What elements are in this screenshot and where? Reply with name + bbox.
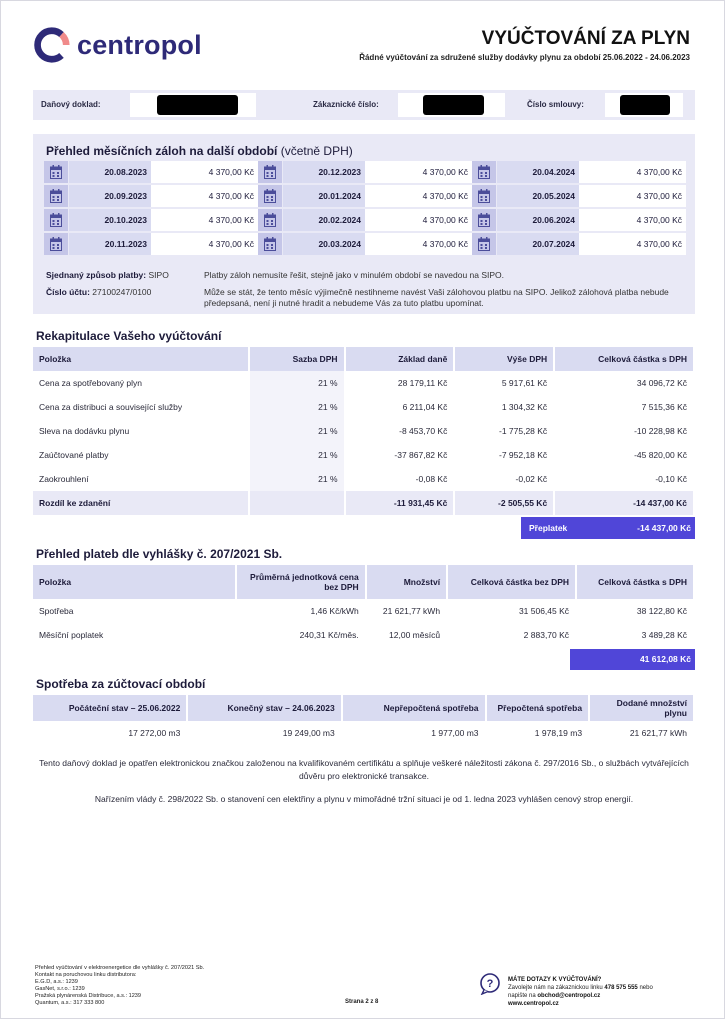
advance-item bbox=[472, 233, 686, 255]
sum-cell: -11 931,45 Kč bbox=[345, 491, 455, 515]
column-header: Celková částka s DPH bbox=[554, 347, 694, 371]
advance-item bbox=[258, 209, 472, 231]
column-header: Přepočtená spotřeba bbox=[486, 695, 590, 721]
help-line1-post: nebo bbox=[639, 985, 653, 991]
column-header: Sazba DPH bbox=[249, 347, 345, 371]
calendar-icon bbox=[472, 185, 496, 207]
table-cell: -7 952,18 Kč bbox=[454, 443, 554, 467]
document-subtitle: Řádné vyúčtování za sdružené služby dodávky plynu za období 25.06.2022 - 24.06.2023 bbox=[359, 53, 690, 62]
table-cell: 21 % bbox=[249, 419, 345, 443]
advance-date: 20.03.2024 bbox=[283, 233, 365, 255]
table-cell: -0,10 Kč bbox=[554, 467, 694, 491]
column-header: Množství bbox=[366, 565, 447, 599]
column-header: Konečný stav – 24.06.2023 bbox=[187, 695, 341, 721]
payments-header-row bbox=[33, 565, 694, 599]
advance-date: 20.08.2023 bbox=[69, 161, 151, 183]
table-cell: 21 621,77 kWh bbox=[366, 599, 447, 623]
advance-item bbox=[472, 161, 686, 183]
table-cell: 21 % bbox=[249, 395, 345, 419]
footer-distributor-contacts bbox=[35, 965, 204, 1007]
calendar-icon bbox=[44, 209, 68, 231]
payment-method-label: Sjednaný způsob platby: bbox=[46, 270, 147, 280]
footer-line: Pražská plynárenská Distribuce, a.s.: 1239 bbox=[35, 993, 142, 999]
help-line2-pre: napište na bbox=[508, 993, 536, 999]
table-cell: 2 883,70 Kč bbox=[447, 623, 576, 647]
svg-text:?: ? bbox=[486, 978, 494, 990]
advances-panel bbox=[33, 134, 695, 314]
table-row bbox=[33, 419, 694, 443]
table-cell: 12,00 měsíců bbox=[366, 623, 447, 647]
table-cell: -45 820,00 Kč bbox=[554, 443, 694, 467]
table-cell: 31 506,45 Kč bbox=[447, 599, 576, 623]
centropol-logo-icon bbox=[33, 26, 71, 64]
question-chat-icon bbox=[479, 973, 501, 995]
table-row bbox=[33, 467, 694, 491]
calendar-icon bbox=[258, 161, 282, 183]
table-cell: 21 % bbox=[249, 371, 345, 395]
footer-line: E.G.D, a.s.: 1239 bbox=[35, 979, 78, 985]
calendar-icon bbox=[472, 161, 496, 183]
payment-method bbox=[46, 270, 169, 280]
table-cell: Zaokrouhlení bbox=[33, 467, 249, 491]
advance-date: 20.09.2023 bbox=[69, 185, 151, 207]
help-web-link[interactable]: www.centropol.cz bbox=[508, 1001, 559, 1007]
account-number bbox=[46, 287, 151, 297]
help-line1-pre: Zavolejte nám na zákaznickou linku bbox=[508, 985, 603, 991]
advance-date: 20.06.2024 bbox=[497, 209, 579, 231]
advance-item bbox=[44, 185, 258, 207]
column-header: Nepřepočtená spotřeba bbox=[342, 695, 486, 721]
overpay-label: Přeplatek bbox=[529, 523, 568, 533]
table-cell: Zaúčtované platby bbox=[33, 443, 249, 467]
advances-info-2: Může se stát, že tento měsíc výjimečně nestihneme navést Vaši zálohovou platbu na SIPO. Jelikož zálohová platba nebude předepsaná, není ji nutné hradit a nebudeme Vás za tuto platbu upomínat. bbox=[204, 287, 669, 308]
advances-title-light: (včetně DPH) bbox=[280, 144, 353, 158]
table-cell: 21 % bbox=[249, 467, 345, 491]
calendar-icon bbox=[258, 233, 282, 255]
table-row bbox=[33, 395, 694, 419]
table-cell: -8 453,70 Kč bbox=[345, 419, 455, 443]
advance-amount: 4 370,00 Kč bbox=[151, 185, 258, 207]
column-header: Dodané množství plynu bbox=[589, 695, 694, 721]
table-cell: 1 304,32 Kč bbox=[454, 395, 554, 419]
column-header: Položka bbox=[33, 565, 236, 599]
table-cell: -1 775,28 Kč bbox=[454, 419, 554, 443]
table-cell: Spotřeba bbox=[33, 599, 236, 623]
table-row bbox=[33, 371, 694, 395]
advance-date: 20.01.2024 bbox=[283, 185, 365, 207]
advance-date: 20.05.2024 bbox=[497, 185, 579, 207]
advance-amount: 4 370,00 Kč bbox=[579, 161, 686, 183]
table-row bbox=[33, 599, 694, 623]
customer-no-redacted bbox=[423, 95, 484, 115]
payment-method-value: SIPO bbox=[148, 270, 169, 280]
payments-title: Přehled plateb dle vyhlášky č. 207/2021 Sb. bbox=[36, 547, 283, 561]
brand-name: centropol bbox=[77, 29, 202, 60]
table-cell: 1 978,19 m3 bbox=[486, 721, 590, 745]
table-cell: -37 867,82 Kč bbox=[345, 443, 455, 467]
tax-doc-redacted bbox=[157, 95, 238, 115]
sum-row bbox=[33, 491, 694, 515]
recap-title: Rekapitulace Vašeho vyúčtování bbox=[36, 329, 222, 343]
advance-amount: 4 370,00 Kč bbox=[579, 233, 686, 255]
advance-amount: 4 370,00 Kč bbox=[151, 209, 258, 231]
table-cell: 6 211,04 Kč bbox=[345, 395, 455, 419]
table-cell: 38 122,80 Kč bbox=[576, 599, 694, 623]
advance-amount: 4 370,00 Kč bbox=[151, 233, 258, 255]
table-cell: 21 % bbox=[249, 443, 345, 467]
account-value: 27100247/0100 bbox=[92, 287, 152, 297]
recap-header-row bbox=[33, 347, 694, 371]
table-cell: 21 621,77 kWh bbox=[589, 721, 694, 745]
customer-no-label: Zákaznické číslo: bbox=[313, 100, 379, 109]
consumption-table bbox=[33, 695, 695, 745]
advance-item bbox=[258, 233, 472, 255]
advance-amount: 4 370,00 Kč bbox=[579, 185, 686, 207]
footer-line: GasNet, s.r.o.: 1239 bbox=[35, 986, 85, 992]
advance-amount: 4 370,00 Kč bbox=[365, 233, 472, 255]
column-header: Celková částka s DPH bbox=[576, 565, 694, 599]
note-e-signature: Tento daňový doklad je opatřen elektronickou značkou založenou na kvalifikovaném certifikátu a splňuje veškeré náležitosti zákona č. 297/2016 Sb., o službách vytvářejících důvěru pro elektronické transakce. bbox=[39, 758, 689, 781]
table-cell: Cena za distribuci a související služby bbox=[33, 395, 249, 419]
advance-date: 20.07.2024 bbox=[497, 233, 579, 255]
calendar-icon bbox=[44, 233, 68, 255]
contract-no-label: Číslo smlouvy: bbox=[527, 100, 584, 109]
footer-line: Quantum, a.s.: 317 333 800 bbox=[35, 1000, 105, 1006]
calendar-icon bbox=[258, 185, 282, 207]
table-cell: Sleva na dodávku plynu bbox=[33, 419, 249, 443]
advance-item bbox=[44, 161, 258, 183]
calendar-icon bbox=[472, 233, 496, 255]
payments-table bbox=[33, 565, 695, 647]
calendar-icon bbox=[44, 185, 68, 207]
advance-amount: 4 370,00 Kč bbox=[365, 161, 472, 183]
advances-info-1: Platby záloh nemusíte řešit, stejně jako v minulém období se navedou na SIPO. bbox=[204, 270, 505, 280]
footer-line: Kontakt na poruchovou linku distributora: bbox=[35, 972, 137, 978]
help-text bbox=[508, 976, 698, 1008]
advance-amount: 4 370,00 Kč bbox=[365, 185, 472, 207]
table-cell: 1,46 Kč/kWh bbox=[236, 599, 366, 623]
table-cell: -0,02 Kč bbox=[454, 467, 554, 491]
table-cell: 5 917,61 Kč bbox=[454, 371, 554, 395]
table-row bbox=[33, 443, 694, 467]
calendar-icon bbox=[472, 209, 496, 231]
advance-amount: 4 370,00 Kč bbox=[151, 161, 258, 183]
page-number: Strana 2 z 8 bbox=[345, 999, 379, 1005]
table-cell: 19 249,00 m3 bbox=[187, 721, 341, 745]
sum-cell: -2 505,55 Kč bbox=[454, 491, 554, 515]
sum-cell: Rozdíl ke zdanění bbox=[33, 491, 249, 515]
brand-logo bbox=[33, 26, 202, 64]
advance-item bbox=[258, 161, 472, 183]
advance-date: 20.11.2023 bbox=[69, 233, 151, 255]
tax-doc-label: Daňový doklad: bbox=[41, 100, 101, 109]
advance-date: 20.12.2023 bbox=[283, 161, 365, 183]
table-cell: 7 515,36 Kč bbox=[554, 395, 694, 419]
advances-title-bold: Přehled měsíčních záloh na další období bbox=[46, 144, 278, 158]
table-cell: 34 096,72 Kč bbox=[554, 371, 694, 395]
id-bar bbox=[33, 90, 695, 120]
footer-line: Přehled vyúčtování v elektroenergetice dle vyhlášky č. 207/2021 Sb. bbox=[35, 965, 205, 971]
column-header: Průměrná jednotková cena bez DPH bbox=[236, 565, 366, 599]
column-header: Počáteční stav – 25.06.2022 bbox=[33, 695, 187, 721]
payments-total: 41 612,08 Kč bbox=[570, 649, 695, 670]
advance-amount: 4 370,00 Kč bbox=[579, 209, 686, 231]
table-cell: 28 179,11 Kč bbox=[345, 371, 455, 395]
calendar-icon bbox=[258, 209, 282, 231]
sum-cell: -14 437,00 Kč bbox=[554, 491, 694, 515]
table-cell: Cena za spotřebovaný plyn bbox=[33, 371, 249, 395]
overpay-value: -14 437,00 Kč bbox=[637, 523, 691, 533]
table-cell: 1 977,00 m3 bbox=[342, 721, 486, 745]
advance-amount: 4 370,00 Kč bbox=[365, 209, 472, 231]
advance-item bbox=[472, 209, 686, 231]
table-cell: Měsíční poplatek bbox=[33, 623, 236, 647]
column-header: Výše DPH bbox=[454, 347, 554, 371]
consumption-values-row bbox=[33, 721, 694, 745]
contract-no-redacted bbox=[620, 95, 670, 115]
table-cell: -10 228,98 Kč bbox=[554, 419, 694, 443]
advance-date: 20.02.2024 bbox=[283, 209, 365, 231]
note-price-cap: Nařízením vlády č. 298/2022 Sb. o stanovení cen elektřiny a plynu v mimořádné tržní situaci je od 1. ledna 2023 vyhlášen cenový strop energií. bbox=[94, 794, 634, 804]
account-label: Číslo účtu: bbox=[46, 287, 90, 297]
table-cell: 240,31 Kč/měs. bbox=[236, 623, 366, 647]
column-header: Celková částka bez DPH bbox=[447, 565, 576, 599]
help-title: MÁTE DOTAZY K VYÚČTOVÁNÍ? bbox=[508, 977, 602, 983]
sum-cell bbox=[249, 491, 345, 515]
advance-item bbox=[44, 233, 258, 255]
overpay-badge bbox=[521, 517, 695, 539]
table-cell: -0,08 Kč bbox=[345, 467, 455, 491]
recap-table bbox=[33, 347, 695, 515]
consumption-header-row bbox=[33, 695, 694, 721]
calendar-icon bbox=[44, 161, 68, 183]
advance-item bbox=[472, 185, 686, 207]
advance-item bbox=[258, 185, 472, 207]
table-cell: 3 489,28 Kč bbox=[576, 623, 694, 647]
help-email-link[interactable]: obchod@centropol.cz bbox=[537, 993, 601, 999]
table-cell: 17 272,00 m3 bbox=[33, 721, 187, 745]
advance-date: 20.10.2023 bbox=[69, 209, 151, 231]
column-header: Základ daně bbox=[345, 347, 455, 371]
advances-title bbox=[46, 144, 353, 158]
column-header: Položka bbox=[33, 347, 249, 371]
table-row bbox=[33, 623, 694, 647]
advance-date: 20.04.2024 bbox=[497, 161, 579, 183]
advance-item bbox=[44, 209, 258, 231]
consumption-title: Spotřeba za zúčtovací období bbox=[36, 677, 206, 691]
document-title: VYÚČTOVÁNÍ ZA PLYN bbox=[481, 28, 690, 49]
help-phone[interactable]: 478 575 555 bbox=[604, 985, 638, 991]
